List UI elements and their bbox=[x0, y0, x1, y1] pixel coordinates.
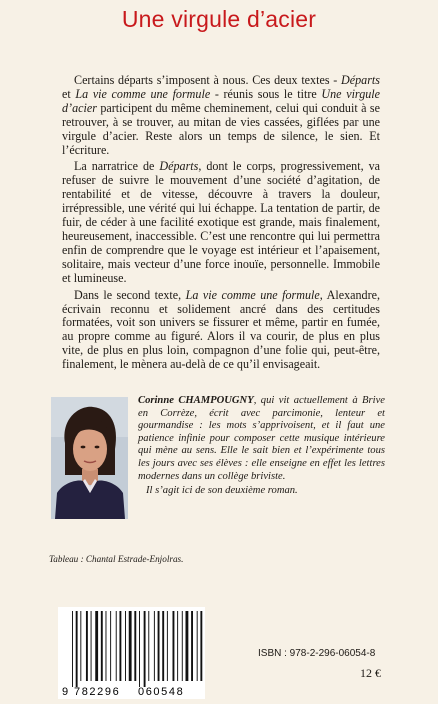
barcode-bar bbox=[191, 611, 193, 681]
text-segment: La narratrice de bbox=[74, 159, 160, 174]
barcode-bar bbox=[197, 611, 198, 681]
barcode-bar bbox=[173, 611, 175, 681]
barcode-digit-first: 9 bbox=[62, 686, 69, 698]
text-segment: Certains départs s’imposent à nous. Ces deux textes - bbox=[74, 73, 342, 87]
blurb-paragraph-3 bbox=[62, 289, 380, 372]
barcode-bar bbox=[182, 611, 183, 681]
barcode-bar bbox=[167, 611, 168, 681]
barcode-bar bbox=[177, 611, 178, 681]
barcode-bar bbox=[200, 611, 202, 681]
barcode-bar bbox=[186, 611, 189, 681]
text-segment: , dont le corps, progressivement, va refuser de suivre le mouvement d’une société d’agitation, de rentabilité et de vitesse, découvre à travers la douleur, irrépressible, une vérité qui lui échappe. La tentation de partir, de fuir, de céder à une facilité exotique est grande, mais finalement, heureusement, inaccessible. C’est une rencontre qui lui permettra enfin de comprendre que le voyage est intérieur et l’apaisement, solitaire, mais vecteur d’une force inouïe, personnelle. Immobile et lumineuse. bbox=[62, 159, 380, 285]
barcode-bar bbox=[106, 611, 107, 681]
text-segment: Dans le second texte, bbox=[74, 287, 186, 302]
barcode-bar bbox=[134, 611, 136, 681]
barcode-bar bbox=[154, 611, 155, 681]
barcode-digits-right: 060548 bbox=[138, 686, 185, 698]
barcode-digits-left: 782296 bbox=[74, 686, 121, 698]
barcode-bar bbox=[91, 611, 92, 681]
text-segment: - réunis sous le titre bbox=[210, 86, 322, 101]
book-title: Une virgule d’acier bbox=[121, 6, 317, 32]
text-segment: Départs bbox=[159, 159, 199, 174]
author-portrait-image bbox=[51, 397, 128, 519]
text-segment: La vie comme une formule bbox=[75, 86, 211, 101]
isbn-number: ISBN : 978-2-296-06054-8 bbox=[258, 648, 376, 659]
price: 12 € bbox=[360, 666, 381, 680]
author-photo bbox=[51, 397, 128, 519]
barcode-bar bbox=[72, 611, 73, 687]
text-segment: Départs bbox=[341, 73, 380, 87]
barcode-bar bbox=[148, 611, 149, 681]
barcode-bar bbox=[101, 611, 103, 681]
barcode-bar bbox=[86, 611, 88, 681]
barcode-bar bbox=[110, 611, 111, 681]
barcode-bar bbox=[116, 611, 117, 681]
author-bio-body: , qui vit actuellement à Brive en Corrèze, écrit avec parcimonie, lenteur et gourmandise : les mots s’apprivoisent, et il faut une patience infinie pour composer cette musique intérieure qui mène au sens. Elle le sait bien et l’expérimente tous les jours avec ses élèves : elle enseigne en effet les lettres modernes dans un collège briviste. bbox=[138, 395, 385, 482]
barcode-graphic bbox=[58, 607, 205, 699]
barcode-bar bbox=[76, 611, 78, 687]
text-segment: Une virgule d’acier bbox=[62, 86, 381, 115]
text-segment: et bbox=[62, 86, 76, 101]
text-segment: La vie comme une formule bbox=[185, 287, 320, 302]
barcode-bar bbox=[129, 611, 132, 681]
barcode-bar bbox=[95, 611, 98, 681]
text-segment: participent du même cheminement, celui qui conduit à se retrouver, à se trouver, au mitan de vies cassées, giflées par une virgule d’acier. Reste alors un temps de silence, le sien. Et l’écriture. bbox=[62, 100, 380, 157]
blurb-paragraph-1 bbox=[62, 74, 380, 157]
author-biography bbox=[138, 395, 385, 498]
author-name: Corinne CHAMPOUGNY bbox=[138, 395, 254, 406]
barcode-bar bbox=[158, 611, 160, 681]
text-segment: , Alexandre, écrivain reconnu et solidement ancré dans des certitudes formatées, voit son univers se fissurer et même, partir en fumée, au propre comme au figuré. Alors il va courir, de plus en plus vite, de plus en plus loin, compagnon d’une folie qui, peut-être, finalement, le mènera au-delà de ce qu’il envisageait. bbox=[62, 287, 380, 372]
author-bio-text bbox=[138, 395, 385, 483]
barcode-bar bbox=[139, 611, 140, 687]
isbn-barcode bbox=[58, 607, 205, 699]
barcode-bar bbox=[80, 611, 81, 681]
cover-painting-credit: Tableau : Chantal Estrade-Enjolras. bbox=[49, 554, 184, 564]
barcode-bar bbox=[119, 611, 121, 681]
blurb-paragraph-2 bbox=[62, 160, 380, 285]
barcode-bar bbox=[125, 611, 126, 681]
barcode-bar bbox=[144, 611, 146, 687]
barcode-bars bbox=[72, 611, 205, 687]
author-bio-second-line: Il s’agit ici de son deuxième roman. bbox=[146, 485, 298, 497]
back-cover-blurb bbox=[62, 74, 380, 375]
barcode-bar bbox=[162, 611, 164, 681]
